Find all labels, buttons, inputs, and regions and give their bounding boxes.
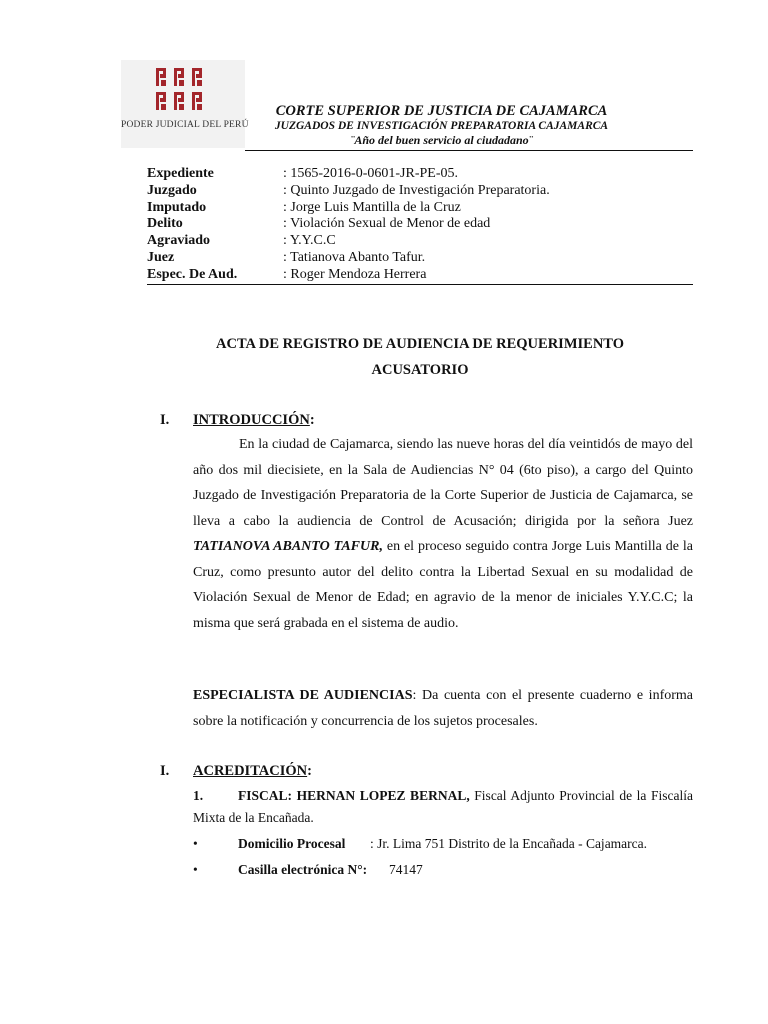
section-number: I. [160, 412, 170, 428]
detail-label: Agraviado [147, 233, 210, 249]
introduction-paragraph [193, 432, 693, 636]
logo-text: PODER JUDICIAL DEL PERÚ [121, 120, 249, 130]
casilla-value: 74147 [389, 862, 423, 877]
especialista-label: ESPECIALISTA DE AUDIENCIAS [193, 688, 413, 703]
details-divider [147, 284, 693, 285]
intro-text-b: en el proceso seguido contra Jorge Luis Mantilla de la Cruz, como presunto autor del delito contra la Libertad Sexual en su modalidad de Violación Sexual de Menor de Edad; en agravio de la menor de iniciales Y.Y.C.C; la misma que será grabada en el sistema de audio. [193, 539, 693, 631]
poder-judicial-logo [121, 60, 249, 148]
detail-value: : Tatianova Abanto Tafur. [283, 249, 426, 265]
bullet-icon: • [193, 862, 198, 877]
detail-label: Imputado [147, 199, 207, 215]
court-unit: JUZGADOS DE INVESTIGACIÓN PREPARATORIA CAJAMARCA [274, 120, 609, 132]
court-header [245, 103, 638, 147]
detail-label: Juez [147, 249, 175, 265]
section-number: I. [160, 763, 170, 779]
section-heading-introduccion [160, 412, 315, 429]
detail-label: Espec. De Aud. [147, 266, 238, 282]
section-title: ACREDITACIÓN [193, 763, 308, 779]
domicilio-value: : Jr. Lima 751 Distrito de la Encañada - Cajamarca. [370, 836, 648, 851]
fiscal-entry [193, 785, 693, 829]
section-colon: : [309, 412, 315, 428]
court-name: CORTE SUPERIOR DE JUSTICIA DE CAJAMARCA [275, 103, 608, 119]
section-heading-acreditacion [160, 763, 312, 780]
detail-label: Juzgado [147, 182, 197, 198]
section-title: INTRODUCCIÓN [193, 412, 310, 428]
fiscal-number: 1. [193, 788, 204, 803]
detail-value: : Jorge Luis Mantilla de la Cruz [283, 199, 461, 215]
bullet-icon: • [193, 836, 198, 851]
detail-value: : Quinto Juzgado de Investigación Preparatoria. [283, 182, 550, 198]
judge-name: TATIANOVA ABANTO TAFUR, [193, 539, 383, 554]
domicilio-label: Domicilio Procesal [238, 836, 346, 851]
document-title-line2: ACUSATORIO [371, 362, 469, 378]
intro-text-a: En la ciudad de Cajamarca, siendo las nueve horas del día veintidós de mayo del año dos mil diecisiete, en la Sala de Audiencias N° 04 (6to piso), a cargo del Quinto Juzgado de Investigación Preparatoria de la Corte Superior de Justicia de Cajamarca, se lleva a cabo la audiencia de Control de Acusación; dirigida por la señora Juez [193, 437, 693, 529]
detail-value: : Violación Sexual de Menor de edad [283, 216, 491, 232]
poder-judicial-emblem-icon [154, 66, 212, 114]
detail-label: Expediente [147, 166, 214, 181]
detail-value: : Roger Mendoza Herrera [283, 266, 427, 282]
fiscal-name: FISCAL: HERNAN LOPEZ BERNAL, [238, 788, 470, 803]
section-colon: : [307, 763, 312, 779]
detail-label: Delito [147, 216, 183, 232]
especialista-text: : Da cuenta con el presente cuaderno e informa sobre la notificación y concurrencia de los sujetos procesales. [193, 688, 694, 729]
fiscal-role: Fiscal Adjunto Provincial de la Fiscalía Mixta de la Encañada. [193, 788, 694, 825]
header-divider [245, 150, 693, 151]
document-title-line1: ACTA DE REGISTRO DE AUDIENCIA DE REQUERIMIENTO [216, 336, 624, 352]
casilla-label: Casilla electrónica N°: [238, 862, 368, 877]
detail-value: : Y.Y.C.C [283, 233, 336, 249]
especialista-paragraph [193, 683, 693, 734]
detail-value: : 1565-2016-0-0601-JR-PE-05. [283, 166, 458, 181]
year-motto: ¨Año del buen servicio al ciudadano¨ [350, 133, 533, 147]
